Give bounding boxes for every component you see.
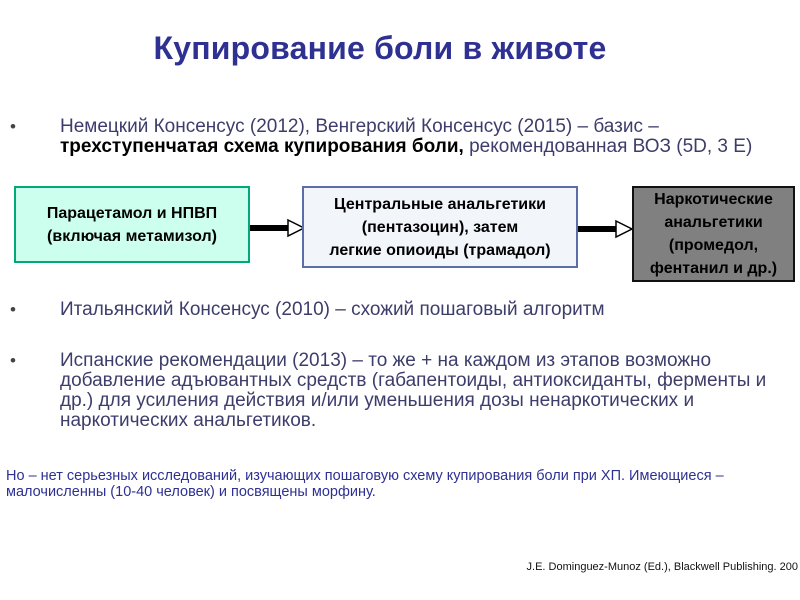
bullet-marker: •	[10, 351, 16, 370]
bullet-spanish-recommendations	[10, 351, 790, 441]
step-1-line-2: (включая метамизол)	[47, 227, 217, 245]
step-2-box	[302, 186, 578, 268]
step-1-line-1: Парацетамол и НПВП	[46, 204, 218, 222]
bullet-text-part2: рекомендованная ВОЗ (5D, 3 E)	[463, 136, 753, 157]
step-3-line-2: анальгетики	[664, 214, 763, 231]
step-3-line-1: Наркотические	[654, 191, 773, 208]
reference-text: J.E. Dominguez-Munoz (Ed.), Blackwell Publishing. 200	[526, 561, 798, 573]
bullet-text-part1: Немецкий Консенсус (2012), Венгерский Консенсус (2015) – базис –	[60, 116, 659, 137]
bullet-german-consensus	[10, 117, 790, 177]
bullet-text: Итальянский Консенсус (2010) – схожий пошаговый алгоритм	[60, 299, 605, 320]
step-3-line-3: (промедол,	[668, 237, 759, 254]
bullet-text	[60, 117, 784, 157]
bullet-italian-consensus	[10, 300, 790, 322]
step-2-line-3: легкие опиоиды (трамадол)	[329, 241, 551, 259]
slide-title: Купирование боли в животе	[153, 30, 607, 66]
bullet-text-bold: трехступенчатая схема купирования боли,	[60, 136, 464, 157]
arrow-right-icon	[578, 219, 634, 239]
arrow-right-icon	[250, 218, 306, 238]
note-text: Но – нет серьезных исследований, изучающих пошаговую схему купирования боли при ХП. Имеющиеся – малочисленны (10-40 человек) и посвящены морфину.	[6, 468, 724, 500]
bullet-marker: •	[10, 117, 16, 136]
step-2-line-2: (пентазоцин), затем	[361, 218, 519, 236]
step-1-box	[14, 186, 250, 263]
step-3-box	[632, 186, 795, 282]
bullet-text: Испанские рекомендации (2013) – то же + на каждом из этапов возможно добавление адъювантных средств (габапентоиды, антиоксиданты, ферменты и др.) для усиления действия и/или уменьшения дозы ненаркотических и наркотических анальгетиков.	[60, 350, 767, 431]
step-2-line-1: Центральные анальгетики	[334, 195, 546, 213]
step-3-line-4: фентанил и др.)	[649, 260, 778, 277]
bullet-marker: •	[10, 300, 16, 319]
